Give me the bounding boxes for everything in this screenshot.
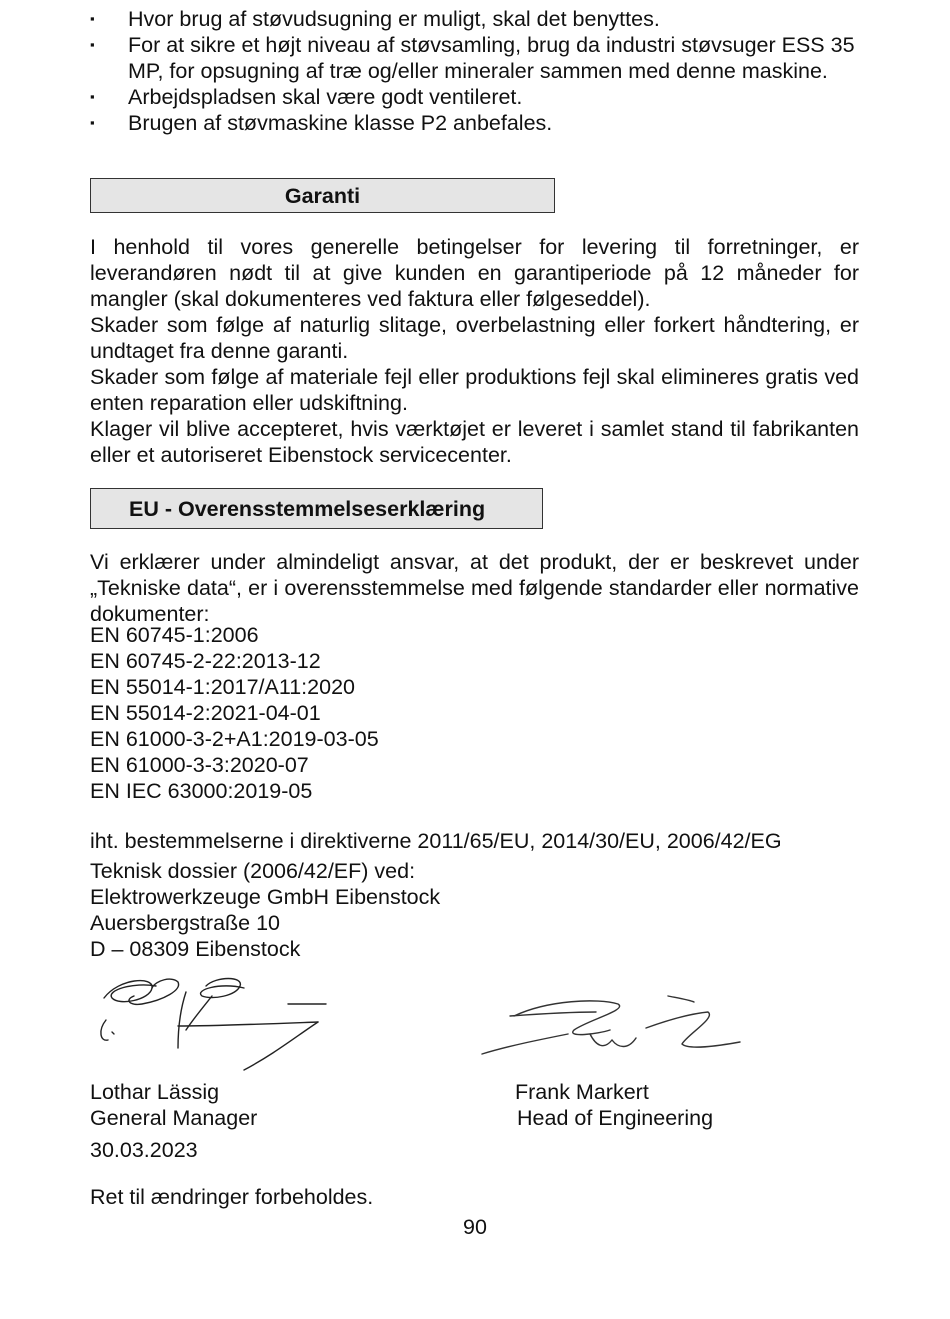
signatory-left xyxy=(90,1079,257,1131)
signature-frank-markert xyxy=(478,990,758,1065)
signatory-name: Frank Markert xyxy=(515,1080,649,1104)
garanti-heading: Garanti xyxy=(90,178,555,213)
safety-bullet-list xyxy=(90,6,860,136)
dossier-line: D – 08309 Eibenstock xyxy=(90,937,301,961)
bullet-icon: ▪ xyxy=(90,115,95,130)
dossier-line: Teknisk dossier (2006/42/EF) ved: xyxy=(90,859,416,883)
eu-intro: Vi erklærer under almindeligt ansvar, at det produkt, der er beskrevet under „Tekniske data“, er i overensstemmelse med følgende standarder eller normative dokumenter: xyxy=(90,550,859,626)
footer-note: Ret til ændringer forbeholdes. xyxy=(90,1185,374,1209)
signatory-title: General Manager xyxy=(90,1106,258,1130)
list-item: ▪ Hvor brug af støvudsugning er muligt, skal det benyttes. xyxy=(90,7,660,31)
list-item: EN 60745-1:2006 xyxy=(90,623,259,647)
signature-lothar-lassig xyxy=(94,970,334,1075)
signatory-right xyxy=(515,1079,713,1131)
bullet-icon: ▪ xyxy=(90,11,95,26)
list-item: EN IEC 63000:2019-05 xyxy=(90,779,313,803)
dossier-address xyxy=(90,858,440,962)
garanti-text xyxy=(90,234,859,468)
garanti-paragraph: I henhold til vores generelle betingelser for levering til forretninger, er leverandøren nødt til at give kunden en garantiperiode på 12 måneder for mangler (skal dokumenteres ved faktura eller følgeseddel). xyxy=(90,235,859,311)
list-item: EN 61000-3-2+A1:2019-03-05 xyxy=(90,727,379,751)
garanti-paragraph: Klager vil blive accepteret, hvis værktøjet er leveret i samlet stand til fabrikanten eller et autoriseret Eibenstock servicecenter. xyxy=(90,417,859,467)
declaration-date: 30.03.2023 xyxy=(90,1138,198,1162)
dossier-line: Elektrowerkzeuge GmbH Eibenstock xyxy=(90,885,441,909)
garanti-paragraph: Skader som følge af materiale fejl eller produktions fejl skal elimineres gratis ved enten reparation eller udskiftning. xyxy=(90,365,859,415)
bullet-icon: ▪ xyxy=(90,89,95,104)
directives-line: iht. bestemmelserne i direktiverne 2011/65/EU, 2014/30/EU, 2006/42/EG xyxy=(90,829,782,853)
list-item: EN 55014-1:2017/A11:2020 xyxy=(90,675,355,699)
bullet-icon: ▪ xyxy=(90,37,95,52)
signatory-name: Lothar Lässig xyxy=(90,1080,220,1104)
list-item: EN 60745-2-22:2013-12 xyxy=(90,649,321,673)
list-item: EN 55014-2:2021-04-01 xyxy=(90,701,321,725)
dossier-line: Auersbergstraße 10 xyxy=(90,911,281,935)
list-item: ▪ For at sikre et højt niveau af støvsamling, brug da industri støvsuger ESS 35 MP, for opsugning af træ og/eller mineraler sammen med denne maskine. xyxy=(90,33,855,83)
list-item: ▪ Brugen af støvmaskine klasse P2 anbefales. xyxy=(90,111,553,135)
eu-declaration-heading: EU - Overensstemmelseserklæring xyxy=(90,488,543,529)
standards-list xyxy=(90,622,379,804)
list-item: ▪ Arbejdspladsen skal være godt ventileret. xyxy=(90,85,523,109)
list-item: EN 61000-3-3:2020-07 xyxy=(90,753,309,777)
page-number: 90 xyxy=(463,1215,487,1239)
garanti-paragraph: Skader som følge af naturlig slitage, overbelastning eller forkert håndtering, er undtaget fra denne garanti. xyxy=(90,313,859,363)
signatory-title: Head of Engineering xyxy=(517,1106,714,1130)
